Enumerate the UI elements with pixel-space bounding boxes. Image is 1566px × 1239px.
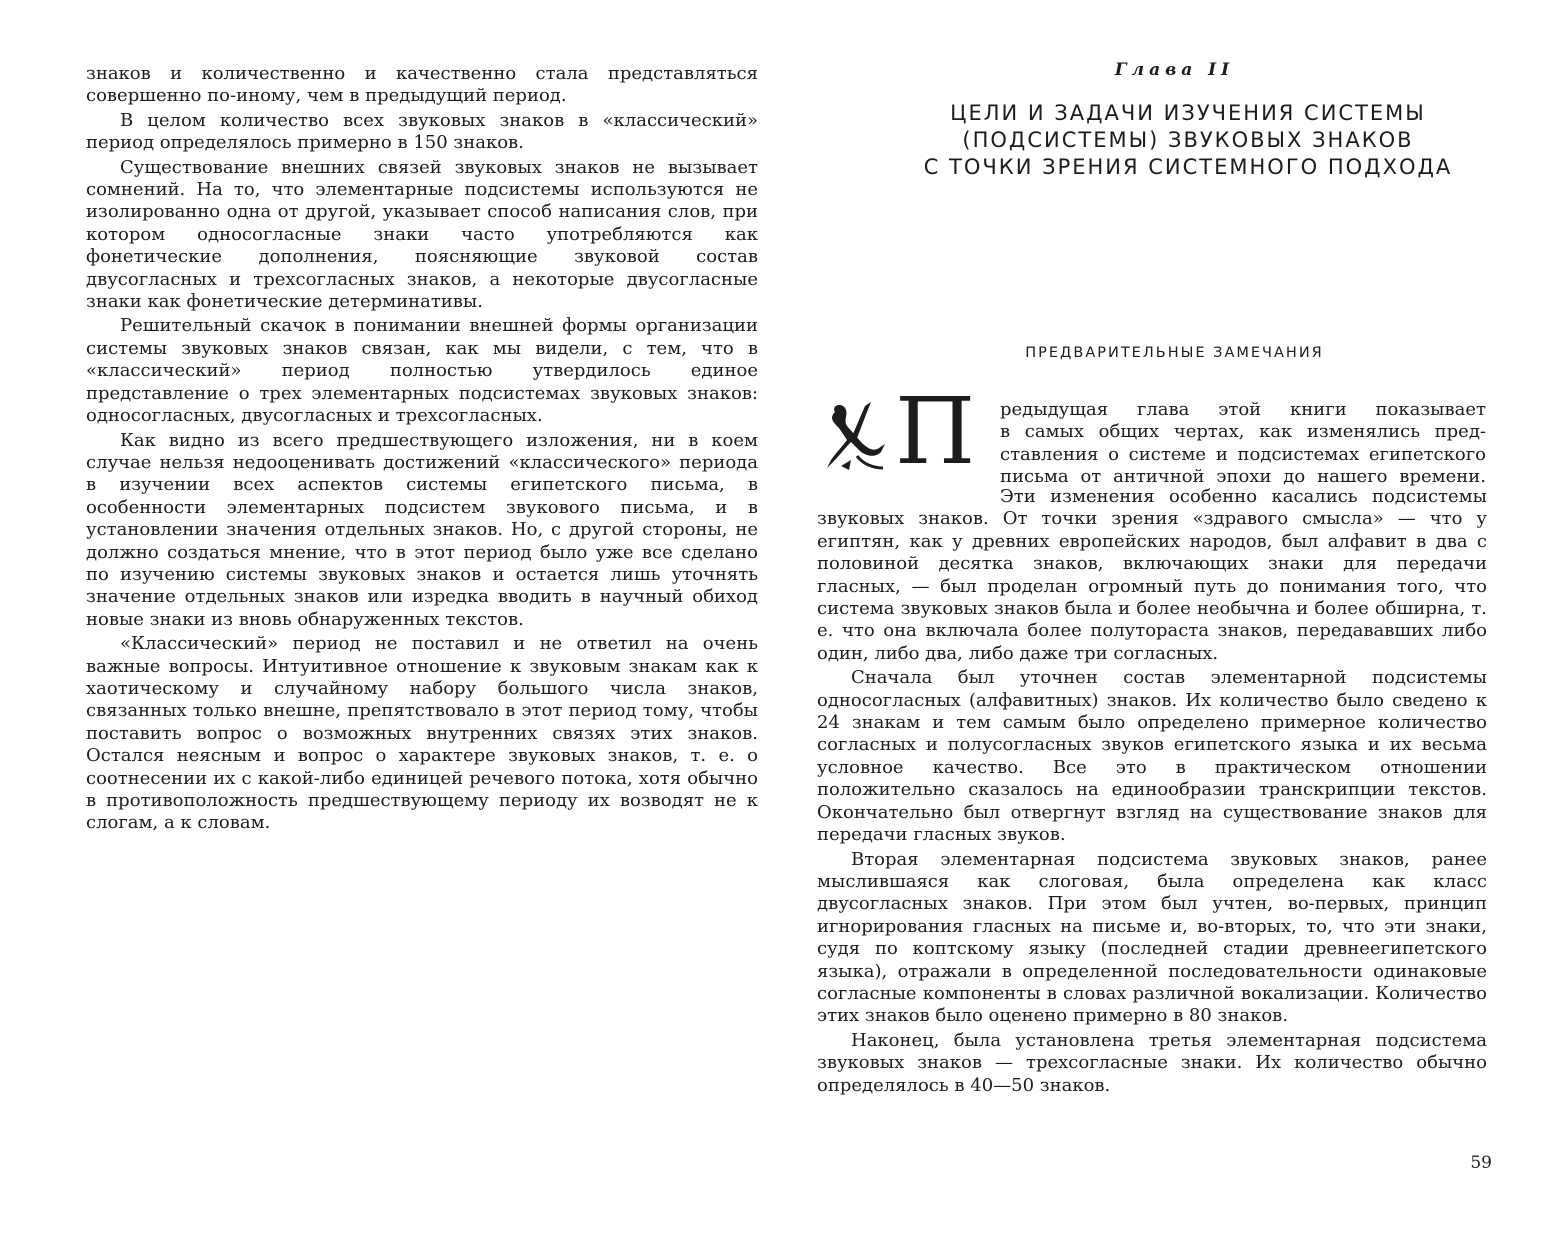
paragraph: Эти изменения особенно касались подсистемы звуковых знаков. От точки зрения «здравого смысла» — что у египтян, как у древних европейских народов, был алфавит в два с половиной десятка знаков, включающих знаки для передачи гласных, — был проделан огромный путь до понимания того, что система звуковых знаков была и более необычна и более обширна, т. е. что она включала более полутораста знаков, передававших либо один, либо два, либо даже три согласных.	[817, 486, 1487, 664]
chapter-title-line: С ТОЧКИ ЗРЕНИЯ СИСТЕМНОГО ПОДХОДА	[923, 155, 1453, 179]
drop-cap-lines	[1000, 399, 1486, 489]
paragraph: знаков и количественно и качественно стала представляться совершенно по-иному, чем в предыдущий период.	[86, 63, 758, 107]
right-page-text	[817, 486, 1487, 1099]
page-number: 59	[1470, 1153, 1492, 1173]
hieroglyph-drop-cap-icon	[821, 398, 891, 478]
left-page-text	[86, 63, 758, 837]
chapter-title-line: (ПОДСИСТЕМЫ) ЗВУКОВЫХ ЗНАКОВ	[962, 128, 1414, 152]
paragraph: Наконец, была установлена третья элементарная подсистема звуковых знаков — трехсогласные знаки. Их количество обычно определялось в 40—50 знаков.	[817, 1029, 1487, 1096]
text-line: редыдущая глава этой книги показывает	[1000, 399, 1486, 420]
chapter-title	[843, 100, 1533, 181]
chapter-label: Глава II	[1114, 60, 1235, 80]
right-page	[783, 0, 1566, 1239]
paragraph: Сначала был уточнен состав элементарной подсистемы односогласных (алфавитных) знаков. Их количество было сведено к 24 знакам и тем самым было определено примерное количество согласных и полусогласных звуков египетского языка и их весьма условное качество. Все это в практическом отношении положительно сказалось на единообразии транскрипции текстов. Окончательно был отвергнут взгляд на существование знаков для передачи гласных звуков.	[817, 667, 1487, 846]
paragraph: Вторая элементарная подсистема звуковых знаков, ранее мыслившаяся как слоговая, была определена как класс двусогласных знаков. При этом был учтен, во-первых, принцип игнорирования гласных на письме и, во-вторых, то, что эти знаки, судя по коптскому языку (последней стадии древнеегипетского языка), отражали в определенной последовательности одинаковые согласные компоненты в словах различной вокализации. Количество этих знаков было оценено примерно в 80 знаков.	[817, 848, 1487, 1027]
paragraph: Решительный скачок в понимании внешней формы организации системы звуковых знаков связан, как мы видели, с тем, что в «классический» период полностью утвердилось единое представление о трех элементарных подсистемах звуковых знаков: односогласных, двусогласных и трехсогласных.	[86, 315, 758, 427]
chapter-title-line: ЦЕЛИ И ЗАДАЧИ ИЗУЧЕНИЯ СИСТЕМЫ	[950, 101, 1426, 125]
text-line: письма от античной эпохи до нашего времени.	[1000, 466, 1486, 488]
text-line: ставления о системе и подсистемах египетского	[1000, 443, 1486, 465]
paragraph: В целом количество всех звуковых знаков в «классический» период определялось примерно в 150 знаков.	[86, 109, 758, 154]
paragraph: Как видно из всего предшествующего изложения, ни в коем случае нельзя недооценивать достижений «классического» периода в изучении всех аспектов системы египетского письма, в особенности элементарных подсистем звукового письма, и в установлении значения отдельных знаков. Но, с другой стороны, не должно создаться мнение, что в этот период было уже все сделано по изучению системы звуковых знаков и остается лишь уточнять значение отдельных знаков или изредка вводить в научный обиход новые знаки из вновь обнаруженных текстов.	[86, 429, 758, 630]
paragraph: Существование внешних связей звуковых знаков не вызывает сомнений. На то, что элементарные подсистемы используются не изолированно одна от другой, указывает способ написания слов, при котором односогласные знаки часто употребляются как фонетические дополнения, поясняющие звуковой состав двусогласных и трехсогласных знаков, а некоторые двусогласные знаки как фонетические детерминативы.	[86, 156, 758, 313]
drop-cap-letter: П	[895, 378, 976, 485]
section-heading: ПРЕДВАРИТЕЛЬНЫЕ ЗАМЕЧАНИЯ	[1025, 345, 1324, 361]
text-line: в самых общих чертах, как изменялись пред-	[1000, 421, 1486, 443]
paragraph: «Классический» период не поставил и не ответил на очень важные вопросы. Интуитивное отношение к звуковым знакам как к хаотическому и случайному набору большого числа знаков, связанных только внешне, препятствовало в этот период тому, чтобы поставить вопрос о возможных внутренних связях этих знаков. Остался неясным и вопрос о характере звуковых знаков, т. е. о соотнесении их с какой-либо единицей речевого потока, хотя обычно в противоположность предшествующему периоду их возводят не к слогам, а к словам.	[86, 633, 758, 834]
